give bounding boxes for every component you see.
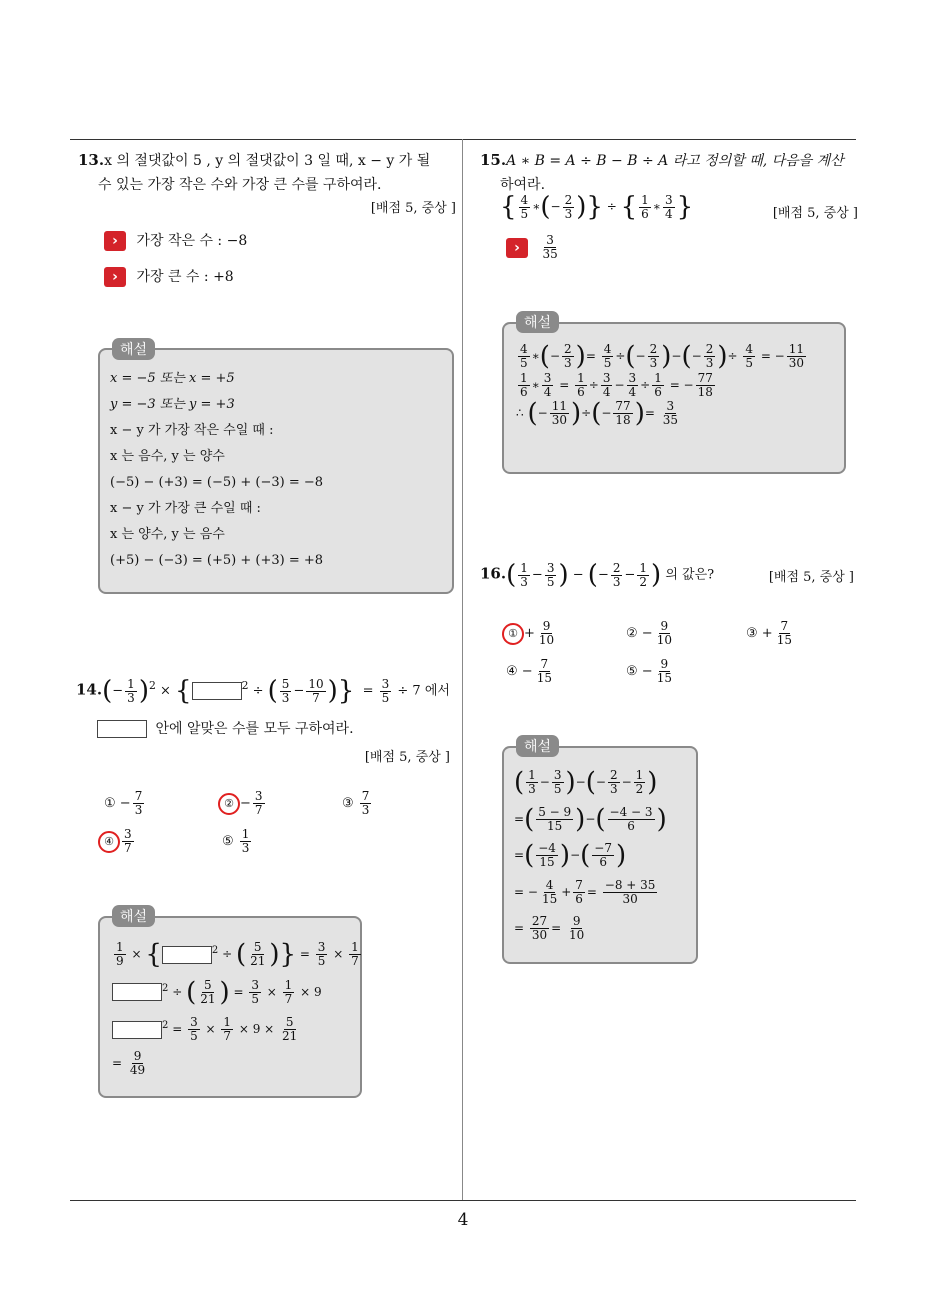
q14-line2 [97,718,354,738]
q14-text-tail: 에서 [424,683,450,699]
q16-option-2: ② − $\frac{9}{10}$ [626,619,672,647]
q14-blank-box-2 [97,720,147,738]
q16-option-1: ① + $\frac{9}{10}$ [502,620,558,647]
q13-line-2: y = −3 또는 y = +3 [110,397,235,412]
bottom-rule [70,1200,856,1201]
answer-arrow-icon: › [104,267,126,287]
q14-option-3: ③ $\frac{7}{3}$ [342,789,370,817]
q13-line-1: x = −5 또는 x = +5 [110,371,235,386]
q13-line-8: (+5) − (−3) = (+5) + (+3) = +8 [110,553,324,568]
q16-question: 16.( $\frac{1}{3}$ − $\frac{3}{5}$ ) − (− $\frac{2}{3}$ − $\frac{1}{2}$ ) 의 값은? [480,560,715,590]
q14-solution-math: $\frac{1}{9}$ × { $^2$ ÷ ( $\frac{5}{21}$ )} = $\frac{3}{5}$ × $\frac{1}{7}$ $^2$ ÷ ( $\frac{5}{21}$ ) = $\frac{3}{5}$ × $\frac{1}{7}$ × 9 $^2$ = $\frac{3}{5}$ × $\frac{1}{7}$ × 9 × $\frac{5}{21}$ = $\frac{9}{49}$ [112,939,359,1077]
q15-solution-math: $\frac{4}{5}$ ∗(− $\frac{2}{3}$ )= $\frac{4}{5}$ ÷(− $\frac{2}{3}$ )−(− $\frac{2}{3}$ )÷ $\frac{4}{5}$ = − $\frac{11}{30}$ $\frac{1}{6}$ ∗ $\frac{3}{4}$ = $\frac{1}{6}$ ÷ $\frac{3}{4}$ − $\frac{3}{4}$ ÷ $\frac{1}{6}$ = − $\frac{77}{18}$ ∴ (− $\frac{11}{30}$ )÷(− $\frac{77}{18}$ )= $\frac{3}{35}$ [516,341,805,428]
selected-circle-icon: ② [218,793,240,815]
q15-text-line1: A ∗ B = A ÷ B − B ÷ A 라고 정의할 때, 다음을 계산 [506,153,844,169]
q13-line-7: x 는 양수, y 는 음수 [110,527,225,542]
q13-number: 13. [78,151,105,169]
answer-arrow-icon: › [506,238,528,258]
q13-line-5: (−5) − (+3) = (−5) + (−3) = −8 [110,475,324,490]
q16-option-4: ④ − $\frac{7}{15}$ [506,657,552,685]
q13-line-4: x 는 음수, y 는 양수 [110,449,225,464]
option-marker: ④ [506,664,518,679]
q14-blank-box [192,682,242,700]
q14-option-2: ② − $\frac{3}{7}$ [218,790,267,817]
q14-question: 14.(− $\frac{1}{3}$ )$^2$ × { $^2$ ÷ ( $\frac{5}{3}$ − $\frac{10}{7}$ )} = $\frac{3}{5}$ ÷ 7 에서 [76,676,450,706]
option-marker: ③ [342,796,354,811]
q14-option-4: ④ $\frac{3}{7}$ [98,828,136,855]
q13-solution-tag: 해설 [112,338,155,360]
q16-score: [배점 5, 중상 ] [768,570,854,585]
q16-option-3: ③ + $\frac{7}{15}$ [746,619,792,647]
q15-solution-tag: 해설 [516,311,559,333]
q13-answer1-text: 가장 작은 수 : −8 [136,233,248,249]
q13-solution-lines [110,366,323,574]
option-marker: ② [626,626,638,641]
q14-option-1: ① − $\frac{7}{3}$ [104,789,143,817]
therefore-symbol: ∴ [516,405,524,420]
q13-line-6: x − y 가 가장 큰 수일 때 : [110,501,261,516]
page-number: 4 [457,1210,469,1230]
q16-number: 16. [480,564,507,583]
q15-score: [배점 5, 중상 ] [772,206,858,221]
q14-number: 14. [76,680,103,699]
q13-score: [배점 5, 중상 ] [370,201,456,216]
q13-answer2 [104,266,234,287]
q14-solution-tag: 해설 [112,905,155,927]
q16-solution-tag: 해설 [516,735,559,757]
q13-question [78,148,456,221]
q14-text-line2: 안에 알맞은 수를 모두 구하여라. [155,721,354,737]
q13-text-line1: x 의 절댓값이 5 , y 의 절댓값이 3 일 때, x − y 가 될 [104,153,431,169]
q13-line-3: x − y 가 가장 작은 수일 때 : [110,423,274,438]
option-marker: ① [104,796,116,811]
q15-text-line2: 하여라. [500,177,546,193]
q15-answer: › $\frac{3}{35}$ [506,234,562,261]
q15-question [480,148,860,197]
q13-answer2-text: 가장 큰 수 : +8 [136,269,234,285]
selected-circle-icon: ① [502,623,524,645]
answer-arrow-icon: › [104,231,126,251]
q14-option-5: ⑤ $\frac{1}{3}$ [222,827,250,855]
top-rule [70,139,856,140]
q15-expression: { $\frac{4}{5}$ ∗(− $\frac{2}{3}$ )} ÷ { $\frac{1}{6}$ ∗ $\frac{3}{4}$ } [500,192,694,222]
option-marker: ⑤ [626,664,638,679]
selected-circle-icon: ④ [98,831,120,853]
q16-text-tail: 의 값은? [665,567,715,583]
q13-text-line2: 수 있는 가장 작은 수와 가장 큰 수를 구하여라. [98,177,382,193]
option-marker: ⑤ [222,834,234,849]
q16-solution-math: ( $\frac{1}{3}$ − $\frac{3}{5}$ )−(− $\frac{2}{3}$ − $\frac{1}{2}$ ) =( $\frac{5 - 9}{15}$ )−( $\frac{-4 - 3}{6}$ ) =( $\frac{-4}{15}$ )−( $\frac{-7}{6}$ ) = − $\frac{4}{15}$ + $\frac{7}{6}$ = $\frac{-8 + 35}{30}$ = $\frac{27}{30}$ = $\frac{9}{10}$ [514,767,667,942]
option-marker: ③ [746,626,758,641]
q14-score: [배점 5, 중상 ] [364,750,450,765]
q16-option-5: ⑤ − $\frac{9}{15}$ [626,657,672,685]
q13-answer1 [104,230,247,251]
column-divider [462,139,463,1201]
q15-number: 15. [480,151,507,169]
